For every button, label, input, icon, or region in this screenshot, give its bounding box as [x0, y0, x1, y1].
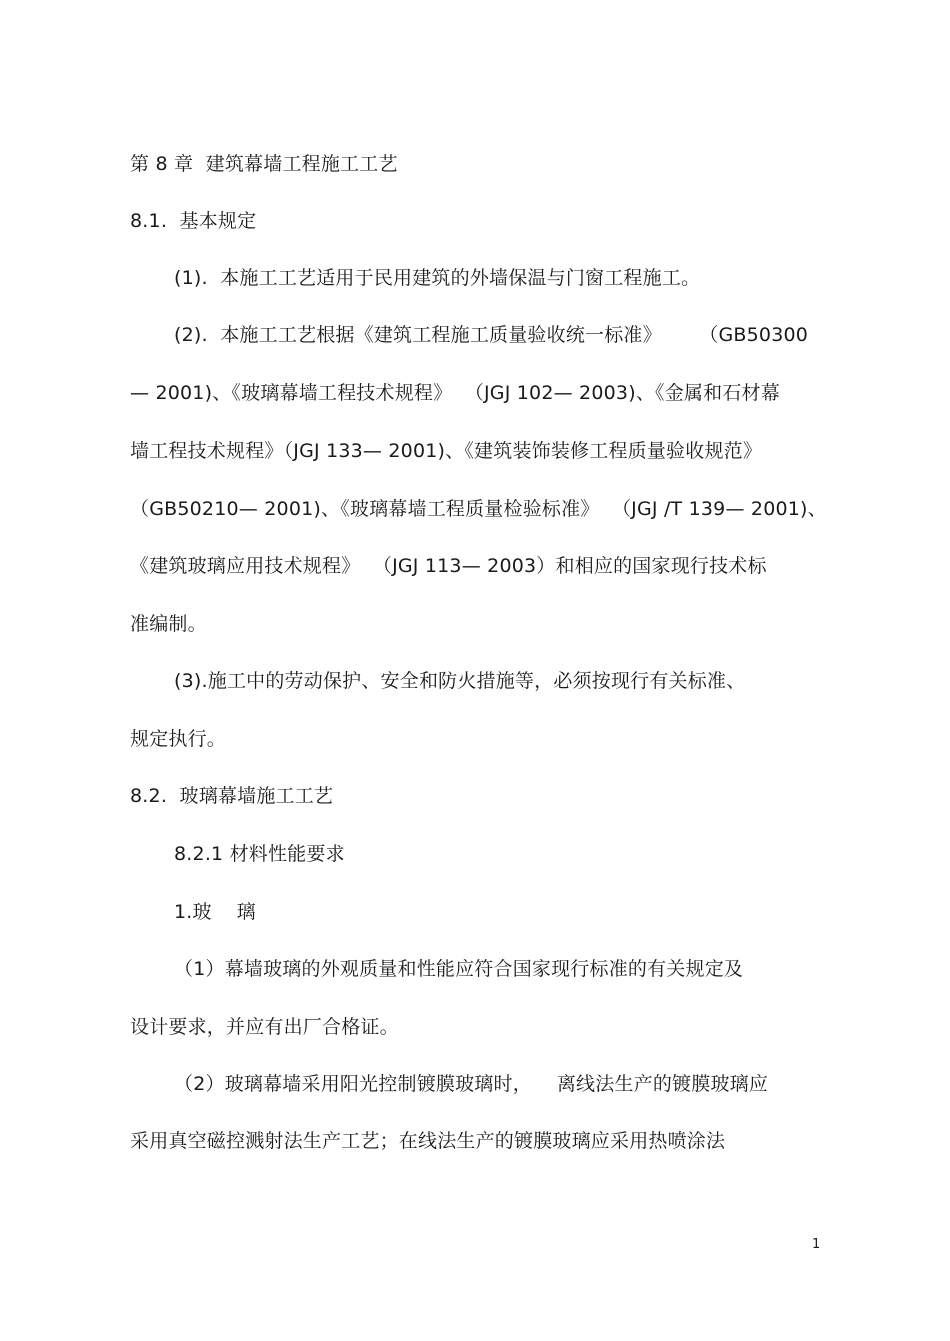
paragraph-3-line: (3).施工中的劳动保护、安全和防火措施等，必须按现行有关标准、: [174, 670, 746, 692]
paragraph-2-line: 准编制。: [130, 613, 207, 635]
page-number: 1: [812, 1237, 821, 1252]
section-8-1-title: 8.1. 基本规定: [130, 210, 257, 232]
glass-item-2-line: 采用真空磁控溅射法生产工艺；在线法生产的镀膜玻璃应采用热喷涂法: [130, 1130, 726, 1152]
paragraph-2-line: 墙工程技术规程》（JGJ 133— 2001)、《建筑装饰装修工程质量验收规范》: [130, 440, 763, 462]
paragraph-1: (1). 本施工工艺适用于民用建筑的外墙保温与门窗工程施工。: [174, 267, 701, 289]
subsection-8-2-1-title: 8.2.1 材料性能要求: [174, 843, 345, 865]
paragraph-2-line: — 2001)、《玻璃幕墙工程技术规程》 （JGJ 102— 2003)、《金属和石材幕: [130, 382, 780, 404]
glass-item-1-line: （1）幕墙玻璃的外观质量和性能应符合国家现行标准的有关规定及: [174, 958, 744, 980]
chapter-title: 第 8 章 建筑幕墙工程施工工艺: [130, 153, 398, 175]
glass-item-1-line: 设计要求，并应有出厂合格证。: [130, 1016, 399, 1038]
glass-item-2-line: （2）玻璃幕墙采用阳光控制镀膜玻璃时， 离线法生产的镀膜玻璃应: [174, 1073, 769, 1095]
paragraph-2-line: （GB50210— 2001)、《玻璃幕墙工程质量检验标准》 （JGJ /T 139— 2001)、: [130, 498, 827, 520]
section-8-2-title: 8.2. 玻璃幕墙施工工艺: [130, 785, 334, 807]
paragraph-3-line: 规定执行。: [130, 728, 227, 750]
item-glass-title: 1.玻 璃: [174, 901, 256, 923]
paragraph-2-line: (2). 本施工工艺根据《建筑工程施工质量验收统一标准》 （GB50300: [174, 324, 809, 346]
paragraph-2-line: 《建筑玻璃应用技术规程》 （JGJ 113— 2003）和相应的国家现行技术标: [130, 555, 767, 577]
